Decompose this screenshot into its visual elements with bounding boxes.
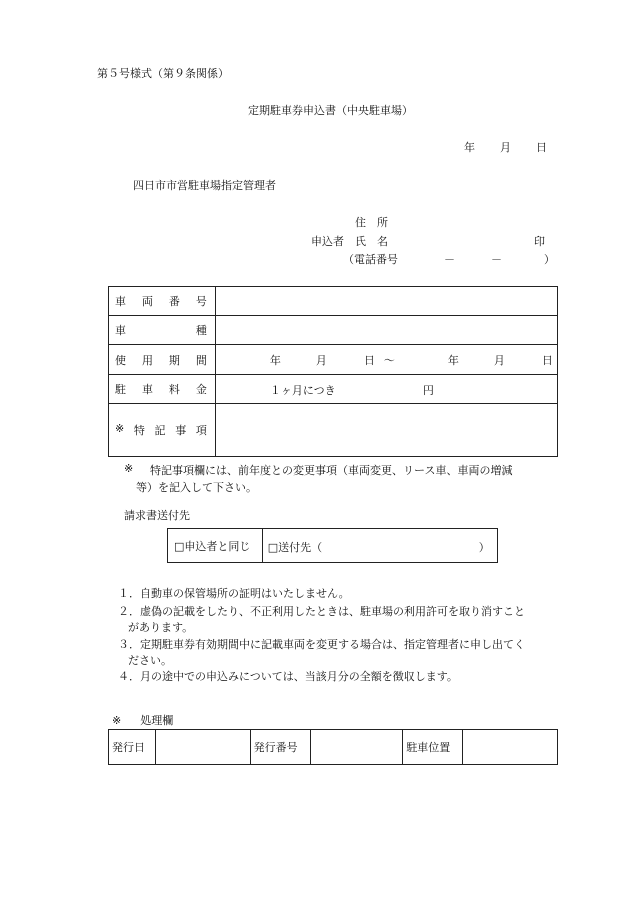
- billing-label: 請求書送付先: [124, 509, 190, 522]
- processing-mark: ※: [112, 714, 122, 727]
- usage-period-field[interactable]: [215, 345, 557, 375]
- application-table: [108, 286, 558, 457]
- note-line-1: 特記事項欄には、前年度との変更事項（車両変更、リース車、車両の増減: [150, 464, 513, 477]
- processing-table: [108, 729, 558, 765]
- phone-dash-1: －: [444, 253, 455, 266]
- special-notes-field[interactable]: [215, 404, 557, 457]
- seal-mark: 印: [534, 235, 545, 248]
- issue-date-label: 発行日: [109, 730, 156, 765]
- phone-label: （電話番号: [343, 253, 398, 266]
- fee-prefix: １ヶ月につき: [269, 384, 336, 397]
- table-row: [168, 529, 498, 563]
- table-row: [109, 287, 558, 316]
- parking-position-label: 駐車位置: [403, 730, 463, 765]
- vehicle-number-field[interactable]: [215, 287, 557, 316]
- table-row: [109, 730, 558, 765]
- period-start-year: 年: [269, 354, 281, 367]
- issue-number-label: 発行番号: [250, 730, 310, 765]
- applicant-label: 申込者: [311, 235, 344, 248]
- list-item: ４．月の途中での申込みについては、当該月分の全額を徴収します。: [118, 670, 458, 683]
- fee-unit: 円: [422, 384, 434, 397]
- processing-label: 処理欄: [140, 714, 174, 727]
- table-row: [109, 345, 558, 375]
- vehicle-type-label: 車 種: [109, 316, 216, 345]
- vehicle-type-field[interactable]: [215, 316, 557, 345]
- billing-other-label: □送付先（: [267, 541, 323, 554]
- usage-period-label: 使 用 期 間: [109, 345, 216, 375]
- period-end-month: 月: [493, 354, 505, 367]
- list-item-continuation: があります。: [128, 621, 194, 634]
- vehicle-number-label: 車 両 番 号: [109, 287, 216, 316]
- billing-other-close: ）: [478, 541, 490, 554]
- table-row: [109, 316, 558, 345]
- date-year-label: 年: [464, 141, 475, 154]
- date-day-label: 日: [536, 141, 547, 154]
- special-notes-label: ※ 特 記 事 項: [109, 404, 216, 457]
- period-end-year: 年: [447, 354, 459, 367]
- name-label: 氏 名: [355, 235, 388, 248]
- issue-number-field[interactable]: [310, 730, 403, 765]
- address-label: 住 所: [355, 216, 388, 229]
- period-start-day: 日: [363, 354, 375, 367]
- parking-position-field[interactable]: [463, 730, 558, 765]
- issue-date-field[interactable]: [155, 730, 250, 765]
- phone-close: ）: [544, 253, 555, 266]
- date-month-label: 月: [500, 141, 511, 154]
- period-tilde: ～: [383, 354, 395, 367]
- phone-dash-2: －: [491, 253, 502, 266]
- list-item: ３．定期駐車券有効期間中に記載車両を変更する場合は、指定管理者に申し出てく: [118, 638, 525, 651]
- billing-table: [167, 528, 498, 563]
- billing-same-option[interactable]: □申込者と同じ: [168, 529, 263, 563]
- list-item-continuation: ださい。: [128, 654, 172, 667]
- form-number: 第５号様式（第９条関係）: [97, 67, 229, 80]
- note-mark: ※: [124, 462, 134, 475]
- parking-fee-label: 駐 車 料 金: [109, 375, 216, 404]
- processing-heading: [112, 712, 173, 728]
- period-end-day: 日: [541, 354, 553, 367]
- list-item: １．自動車の保管場所の証明はいたしません。: [118, 587, 350, 600]
- table-row: [109, 375, 558, 404]
- parking-fee-field[interactable]: [215, 375, 557, 404]
- table-row: [109, 404, 558, 457]
- billing-other-option[interactable]: [262, 529, 497, 563]
- note-line-2: 等）を記入して下さい。: [136, 481, 257, 494]
- period-start-month: 月: [315, 354, 327, 367]
- addressee: 四日市市営駐車場指定管理者: [133, 179, 276, 192]
- list-item: ２．虚偽の記載をしたり、不正利用したときは、駐車場の利用許可を取り消すこと: [118, 605, 525, 618]
- form-title: 定期駐車券申込書（中央駐車場）: [248, 104, 413, 117]
